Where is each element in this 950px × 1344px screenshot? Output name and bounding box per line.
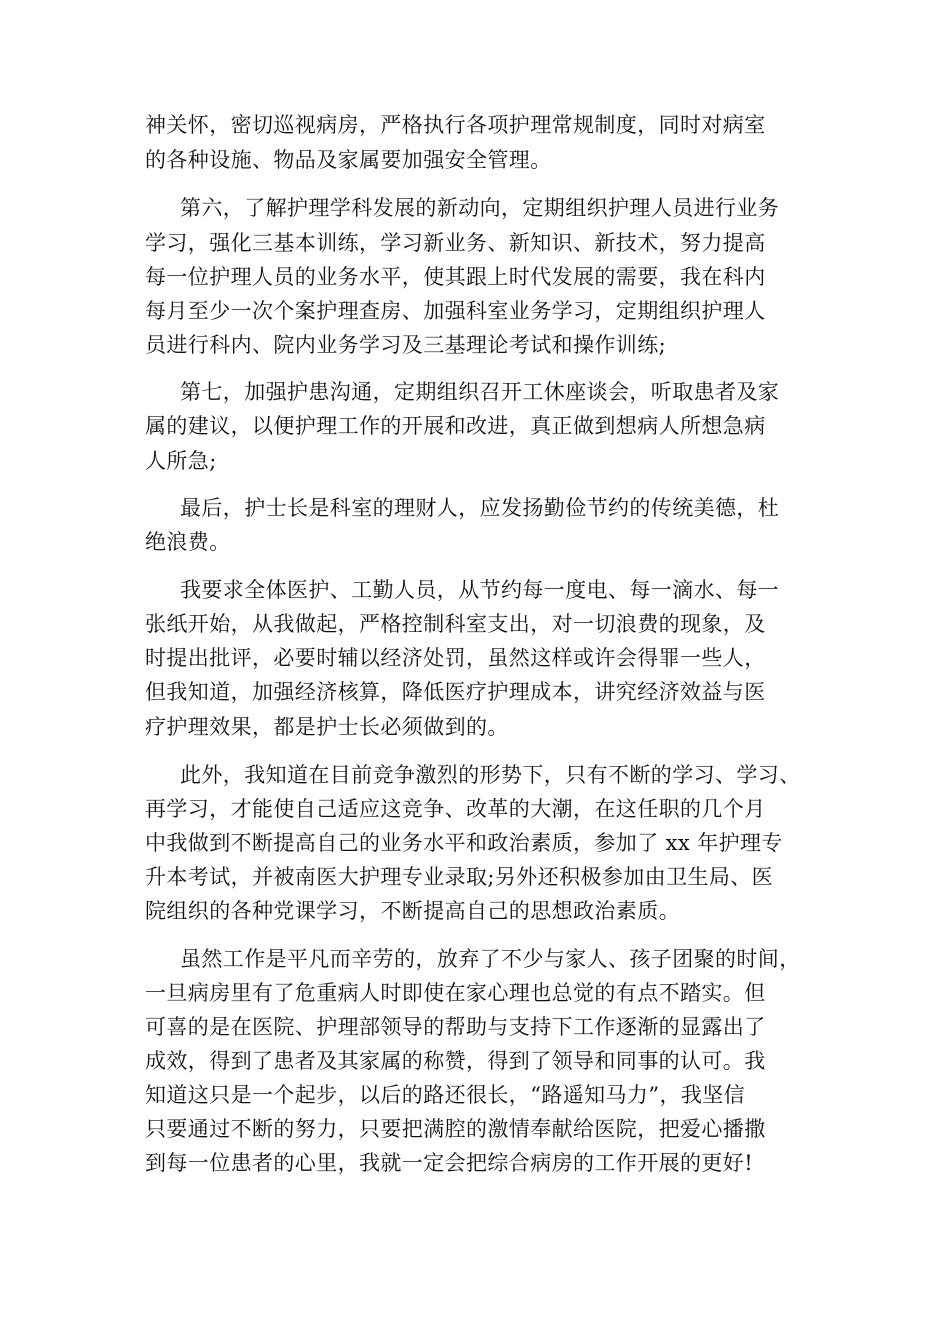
paragraph-first-line: 最后，护士长是科室的理财人，应发扬勤俭节约的传统美德，杜: [180, 496, 780, 520]
text-line: 到每一位患者的心里，我就一定会把综合病房的工作开展的更好!: [145, 1151, 754, 1175]
text-line: 人所急;: [145, 449, 217, 473]
paragraph-first-line: 虽然工作是平凡而辛劳的，放弃了不少与家人、孩子团聚的时间，: [180, 947, 801, 971]
text-line: 可喜的是在医院、护理部领导的帮助与支持下工作逐渐的显露出了: [145, 1015, 766, 1039]
text-line: 院组织的各种党课学习，不断提高自己的思想政治素质。: [145, 899, 680, 923]
text-line: 张纸开始，从我做起，严格控制科室支出，对一切浪费的现象，及: [145, 612, 766, 636]
paragraph-first-line: 第六，了解护理学科发展的新动向，定期组织护理人员进行业务: [180, 196, 780, 220]
text-line: 再学习，才能使自己适应这竞争、改革的大潮，在这任职的几个月: [145, 797, 766, 821]
text-line: 知道这只是一个起步，以后的路还很长，“路遥知马力”，我坚信: [145, 1083, 746, 1107]
text-line: 属的建议，以便护理工作的开展和改进，真正做到想病人所想急病: [145, 414, 766, 438]
text-line: 中我做到不断提高自己的业务水平和政治素质，参加了 xx 年护理专: [145, 831, 783, 855]
paragraph-first-line: 我要求全体医护、工勤人员，从节约每一度电、每一滴水、每一: [180, 578, 780, 602]
text-line: 每月至少一次个案护理查房、加强科室业务学习，定期组织护理人: [145, 299, 766, 323]
text-line: 成效，得到了患者及其家属的称赞，得到了领导和同事的认可。我: [145, 1049, 766, 1073]
text-line: 疗护理效果，都是护士长必须做到的。: [145, 715, 509, 739]
text-line: 但我知道，加强经济核算，降低医疗护理成本，讲究经济效益与医: [145, 680, 766, 704]
text-line: 员进行科内、院内业务学习及三基理论考试和操作训练;: [145, 333, 667, 357]
text-line: 升本考试，并被南医大护理专业录取;另外还积极参加由卫生局、医: [145, 865, 774, 889]
text-line: 每一位护理人员的业务水平，使其跟上时代发展的需要，我在科内: [145, 265, 766, 289]
paragraph-first-line: 此外，我知道在目前竞争激烈的形势下，只有不断的学习、学习、: [180, 763, 801, 787]
text-line: 一旦病房里有了危重病人时即使在家心理也总觉的有点不踏实。但: [145, 981, 766, 1005]
paragraph-first-line: 第七，加强护患沟通，定期组织召开工休座谈会，听取患者及家: [180, 380, 780, 404]
text-line: 时提出批评，必要时辅以经济处罚，虽然这样或许会得罪一些人，: [145, 646, 766, 670]
text-line: 只要通过不断的努力，只要把满腔的激情奉献给医院，把爱心播撒: [145, 1117, 766, 1141]
text-line: 绝浪费。: [145, 530, 231, 554]
text-line: 神关怀，密切巡视病房，严格执行各项护理常规制度，同时对病室: [145, 113, 766, 137]
text-line: 的各种设施、物品及家属要加强安全管理。: [145, 148, 552, 172]
text-line: 学习，强化三基本训练，学习新业务、新知识、新技术，努力提高: [145, 231, 766, 255]
